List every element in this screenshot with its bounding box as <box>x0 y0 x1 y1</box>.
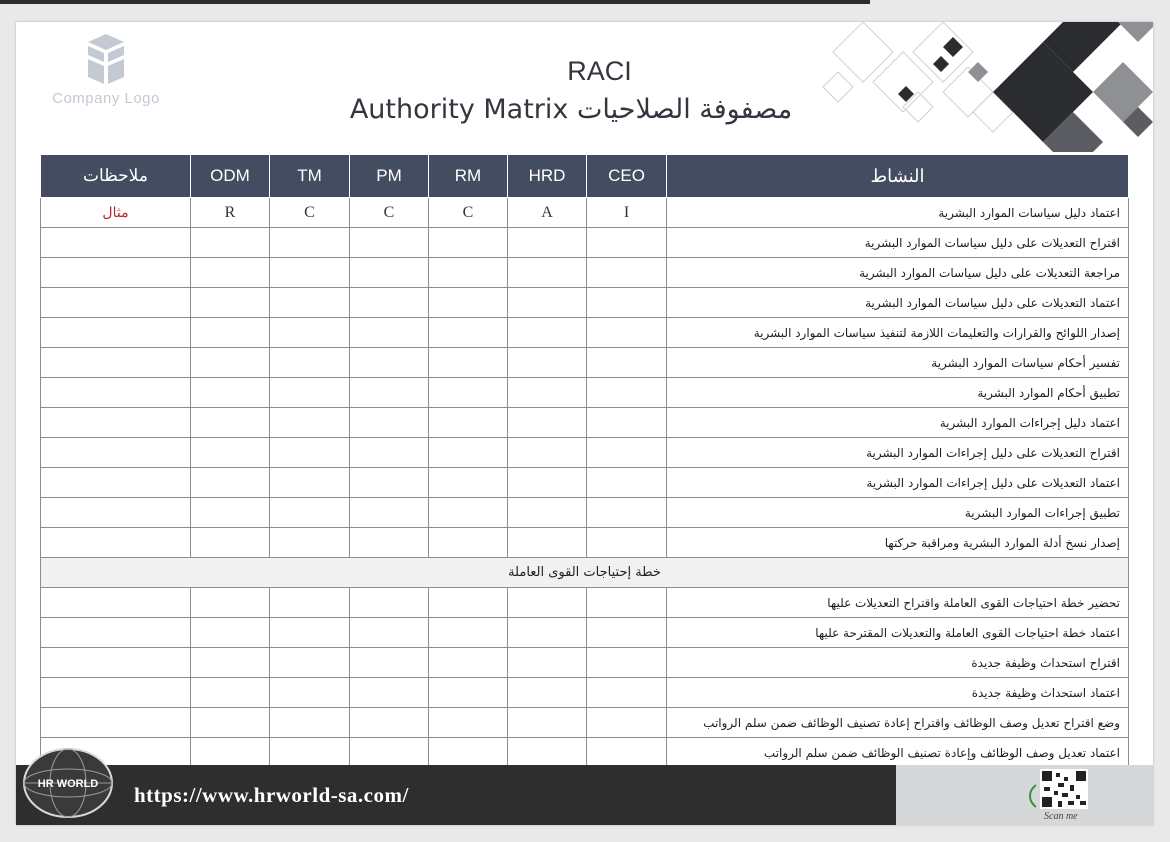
cell-ceo <box>587 318 667 348</box>
table-row <box>41 408 1129 438</box>
page-title-authority-matrix: مصفوفة الصلاحيات Authority Matrix <box>349 94 793 125</box>
column-header-odm: ODM <box>191 155 270 198</box>
cell-hrd <box>508 378 587 408</box>
cell-odm <box>191 708 270 738</box>
cell-tm: C <box>270 198 350 228</box>
cell-odm <box>191 678 270 708</box>
table-row <box>41 528 1129 558</box>
cell-pm <box>350 648 429 678</box>
cell-ceo <box>587 408 667 438</box>
table-row <box>41 258 1129 288</box>
column-header-activity: النشاط <box>667 155 1129 198</box>
cell-rm <box>429 528 508 558</box>
cell-activity: إصدار نسخ أدلة الموارد البشرية ومراقبة حركتها <box>667 528 1129 558</box>
cell-hrd <box>508 258 587 288</box>
cell-tm <box>270 438 350 468</box>
cell-activity: اعتماد دليل سياسات الموارد البشرية <box>667 198 1129 228</box>
cell-rm <box>429 678 508 708</box>
cell-notes <box>41 318 191 348</box>
cell-ceo <box>587 498 667 528</box>
cell-hrd: A <box>508 198 587 228</box>
cell-notes <box>41 588 191 618</box>
cell-tm <box>270 288 350 318</box>
cell-activity: وضع اقتراح تعديل وصف الوظائف واقتراح إعادة تصنيف الوظائف ضمن سلم الرواتب <box>667 708 1129 738</box>
cell-tm <box>270 588 350 618</box>
table-row <box>41 438 1129 468</box>
table-row <box>41 588 1129 618</box>
cell-odm <box>191 738 270 768</box>
cell-odm <box>191 438 270 468</box>
table-row <box>41 738 1129 768</box>
cell-pm <box>350 258 429 288</box>
cell-ceo <box>587 348 667 378</box>
scan-me-label: Scan me <box>1044 811 1078 822</box>
globe-logo-text: HR WORLD <box>37 778 99 790</box>
cell-pm: C <box>350 198 429 228</box>
column-header-ceo: CEO <box>587 155 667 198</box>
cell-odm <box>191 408 270 438</box>
cell-odm <box>191 528 270 558</box>
cell-rm <box>429 288 508 318</box>
cell-rm <box>429 588 508 618</box>
cell-activity: تحضير خطة احتياجات القوى العاملة واقتراح التعديلات عليها <box>667 588 1129 618</box>
cell-notes <box>41 228 191 258</box>
cell-odm: R <box>191 198 270 228</box>
cell-activity: تطبيق إجراءات الموارد البشرية <box>667 498 1129 528</box>
cell-activity: تفسير أحكام سياسات الموارد البشرية <box>667 348 1129 378</box>
table-body <box>41 198 1129 768</box>
company-logo-text: Company Logo <box>52 90 160 107</box>
cell-pm <box>350 228 429 258</box>
cell-ceo <box>587 228 667 258</box>
cell-pm <box>350 678 429 708</box>
cell-hrd <box>508 348 587 378</box>
cell-rm <box>429 618 508 648</box>
cell-hrd <box>508 738 587 768</box>
cell-hrd <box>508 528 587 558</box>
cell-ceo <box>587 708 667 738</box>
cell-hrd <box>508 318 587 348</box>
table-row <box>41 228 1129 258</box>
column-header-pm: PM <box>350 155 429 198</box>
cell-tm <box>270 648 350 678</box>
cell-tm <box>270 378 350 408</box>
cell-tm <box>270 498 350 528</box>
cell-tm <box>270 738 350 768</box>
cell-notes <box>41 288 191 318</box>
cell-ceo <box>587 528 667 558</box>
cell-pm <box>350 378 429 408</box>
column-header-tm: TM <box>270 155 350 198</box>
table-row <box>41 288 1129 318</box>
cell-hrd <box>508 498 587 528</box>
cell-activity: اعتماد تعديل وصف الوظائف وإعادة تصنيف الوظائف ضمن سلم الرواتب <box>667 738 1129 768</box>
table-row <box>41 648 1129 678</box>
cell-notes <box>41 438 191 468</box>
cell-odm <box>191 348 270 378</box>
cell-ceo <box>587 258 667 288</box>
cell-rm <box>429 378 508 408</box>
cell-pm <box>350 318 429 348</box>
cell-odm <box>191 258 270 288</box>
table-header-row <box>41 155 1129 198</box>
qr-code-icon <box>1040 769 1088 809</box>
cell-pm <box>350 348 429 378</box>
cell-notes <box>41 618 191 648</box>
cell-rm <box>429 228 508 258</box>
cell-notes <box>41 498 191 528</box>
cell-ceo <box>587 378 667 408</box>
cell-notes <box>41 708 191 738</box>
cell-rm <box>429 348 508 378</box>
cell-notes <box>41 468 191 498</box>
cell-odm <box>191 618 270 648</box>
cell-activity: اعتماد التعديلات على دليل إجراءات الموارد البشرية <box>667 468 1129 498</box>
cell-ceo <box>587 468 667 498</box>
cell-rm <box>429 258 508 288</box>
cell-tm <box>270 408 350 438</box>
cell-rm <box>429 708 508 738</box>
top-edge-bar <box>0 0 1170 6</box>
cell-pm <box>350 408 429 438</box>
cell-odm <box>191 648 270 678</box>
section-header-row <box>41 558 1129 588</box>
cell-notes <box>41 408 191 438</box>
column-header-rm: RM <box>429 155 508 198</box>
cell-notes <box>41 528 191 558</box>
cell-hrd <box>508 468 587 498</box>
cell-pm <box>350 438 429 468</box>
cell-activity: اقتراح التعديلات على دليل سياسات الموارد البشرية <box>667 228 1129 258</box>
table-row <box>41 318 1129 348</box>
column-header-hrd: HRD <box>508 155 587 198</box>
table-row <box>41 468 1129 498</box>
cell-pm <box>350 498 429 528</box>
cell-tm <box>270 468 350 498</box>
cell-pm <box>350 468 429 498</box>
cell-tm <box>270 618 350 648</box>
cell-activity: مراجعة التعديلات على دليل سياسات الموارد البشرية <box>667 258 1129 288</box>
cell-tm <box>270 348 350 378</box>
cell-notes <box>41 258 191 288</box>
table-row <box>41 708 1129 738</box>
table-row <box>41 618 1129 648</box>
cell-tm <box>270 318 350 348</box>
cell-activity: اقتراح التعديلات على دليل إجراءات الموارد البشرية <box>667 438 1129 468</box>
table-row <box>41 348 1129 378</box>
cell-rm <box>429 648 508 678</box>
cell-rm <box>429 408 508 438</box>
cell-hrd <box>508 408 587 438</box>
cell-notes <box>41 348 191 378</box>
section-title: خطة إحتياجات القوى العاملة <box>41 558 1129 588</box>
cell-ceo: I <box>587 198 667 228</box>
table-row <box>41 498 1129 528</box>
website-link[interactable]: https://www.hrworld-sa.com/ <box>134 783 409 807</box>
cell-tm <box>270 678 350 708</box>
cell-pm <box>350 618 429 648</box>
cell-rm: C <box>429 198 508 228</box>
cell-ceo <box>587 618 667 648</box>
cell-hrd <box>508 228 587 258</box>
cell-pm <box>350 708 429 738</box>
table-row <box>41 378 1129 408</box>
cell-notes <box>41 378 191 408</box>
cell-pm <box>350 738 429 768</box>
cell-pm <box>350 288 429 318</box>
cell-odm <box>191 498 270 528</box>
cell-ceo <box>587 738 667 768</box>
cell-rm <box>429 438 508 468</box>
table-row <box>41 678 1129 708</box>
cell-rm <box>429 468 508 498</box>
cell-pm <box>350 588 429 618</box>
cell-activity: اعتماد التعديلات على دليل سياسات الموارد البشرية <box>667 288 1129 318</box>
cell-tm <box>270 708 350 738</box>
cell-tm <box>270 228 350 258</box>
cell-activity: اعتماد استحداث وظيفة جديدة <box>667 678 1129 708</box>
cell-hrd <box>508 288 587 318</box>
decorative-diamond-pattern <box>793 22 1153 152</box>
scan-arrow-icon <box>1026 783 1040 809</box>
cell-tm <box>270 258 350 288</box>
page-title-raci: RACI <box>567 56 632 86</box>
cell-ceo <box>587 288 667 318</box>
cell-notes <box>41 678 191 708</box>
cell-activity: اقتراح استحداث وظيفة جديدة <box>667 648 1129 678</box>
cell-notes <box>41 648 191 678</box>
cell-hrd <box>508 438 587 468</box>
cell-activity: تطبيق أحكام الموارد البشرية <box>667 378 1129 408</box>
cell-ceo <box>587 438 667 468</box>
footer-bar <box>16 765 1153 825</box>
cell-odm <box>191 468 270 498</box>
cell-hrd <box>508 618 587 648</box>
document-page <box>16 22 1153 825</box>
cell-tm <box>270 528 350 558</box>
cell-odm <box>191 588 270 618</box>
cell-odm <box>191 378 270 408</box>
cell-odm <box>191 228 270 258</box>
cell-hrd <box>508 588 587 618</box>
cell-ceo <box>587 648 667 678</box>
column-header-notes: ملاحظات <box>41 155 191 198</box>
cell-ceo <box>587 588 667 618</box>
cell-activity: إصدار اللوائح والقرارات والتعليمات اللازمة لتنفيذ سياسات الموارد البشرية <box>667 318 1129 348</box>
cell-hrd <box>508 678 587 708</box>
cell-hrd <box>508 708 587 738</box>
cell-rm <box>429 738 508 768</box>
cell-ceo <box>587 678 667 708</box>
cell-pm <box>350 528 429 558</box>
cell-hrd <box>508 648 587 678</box>
table-row <box>41 198 1129 228</box>
cell-notes: مثال <box>41 198 191 228</box>
cell-odm <box>191 288 270 318</box>
cell-rm <box>429 318 508 348</box>
cell-rm <box>429 498 508 528</box>
cell-activity: اعتماد خطة احتياجات القوى العاملة والتعديلات المقترحة عليها <box>667 618 1129 648</box>
cell-odm <box>191 318 270 348</box>
raci-matrix-table <box>40 154 1129 768</box>
globe-logo-icon <box>20 743 116 821</box>
cell-activity: اعتماد دليل إجراءات الموارد البشرية <box>667 408 1129 438</box>
